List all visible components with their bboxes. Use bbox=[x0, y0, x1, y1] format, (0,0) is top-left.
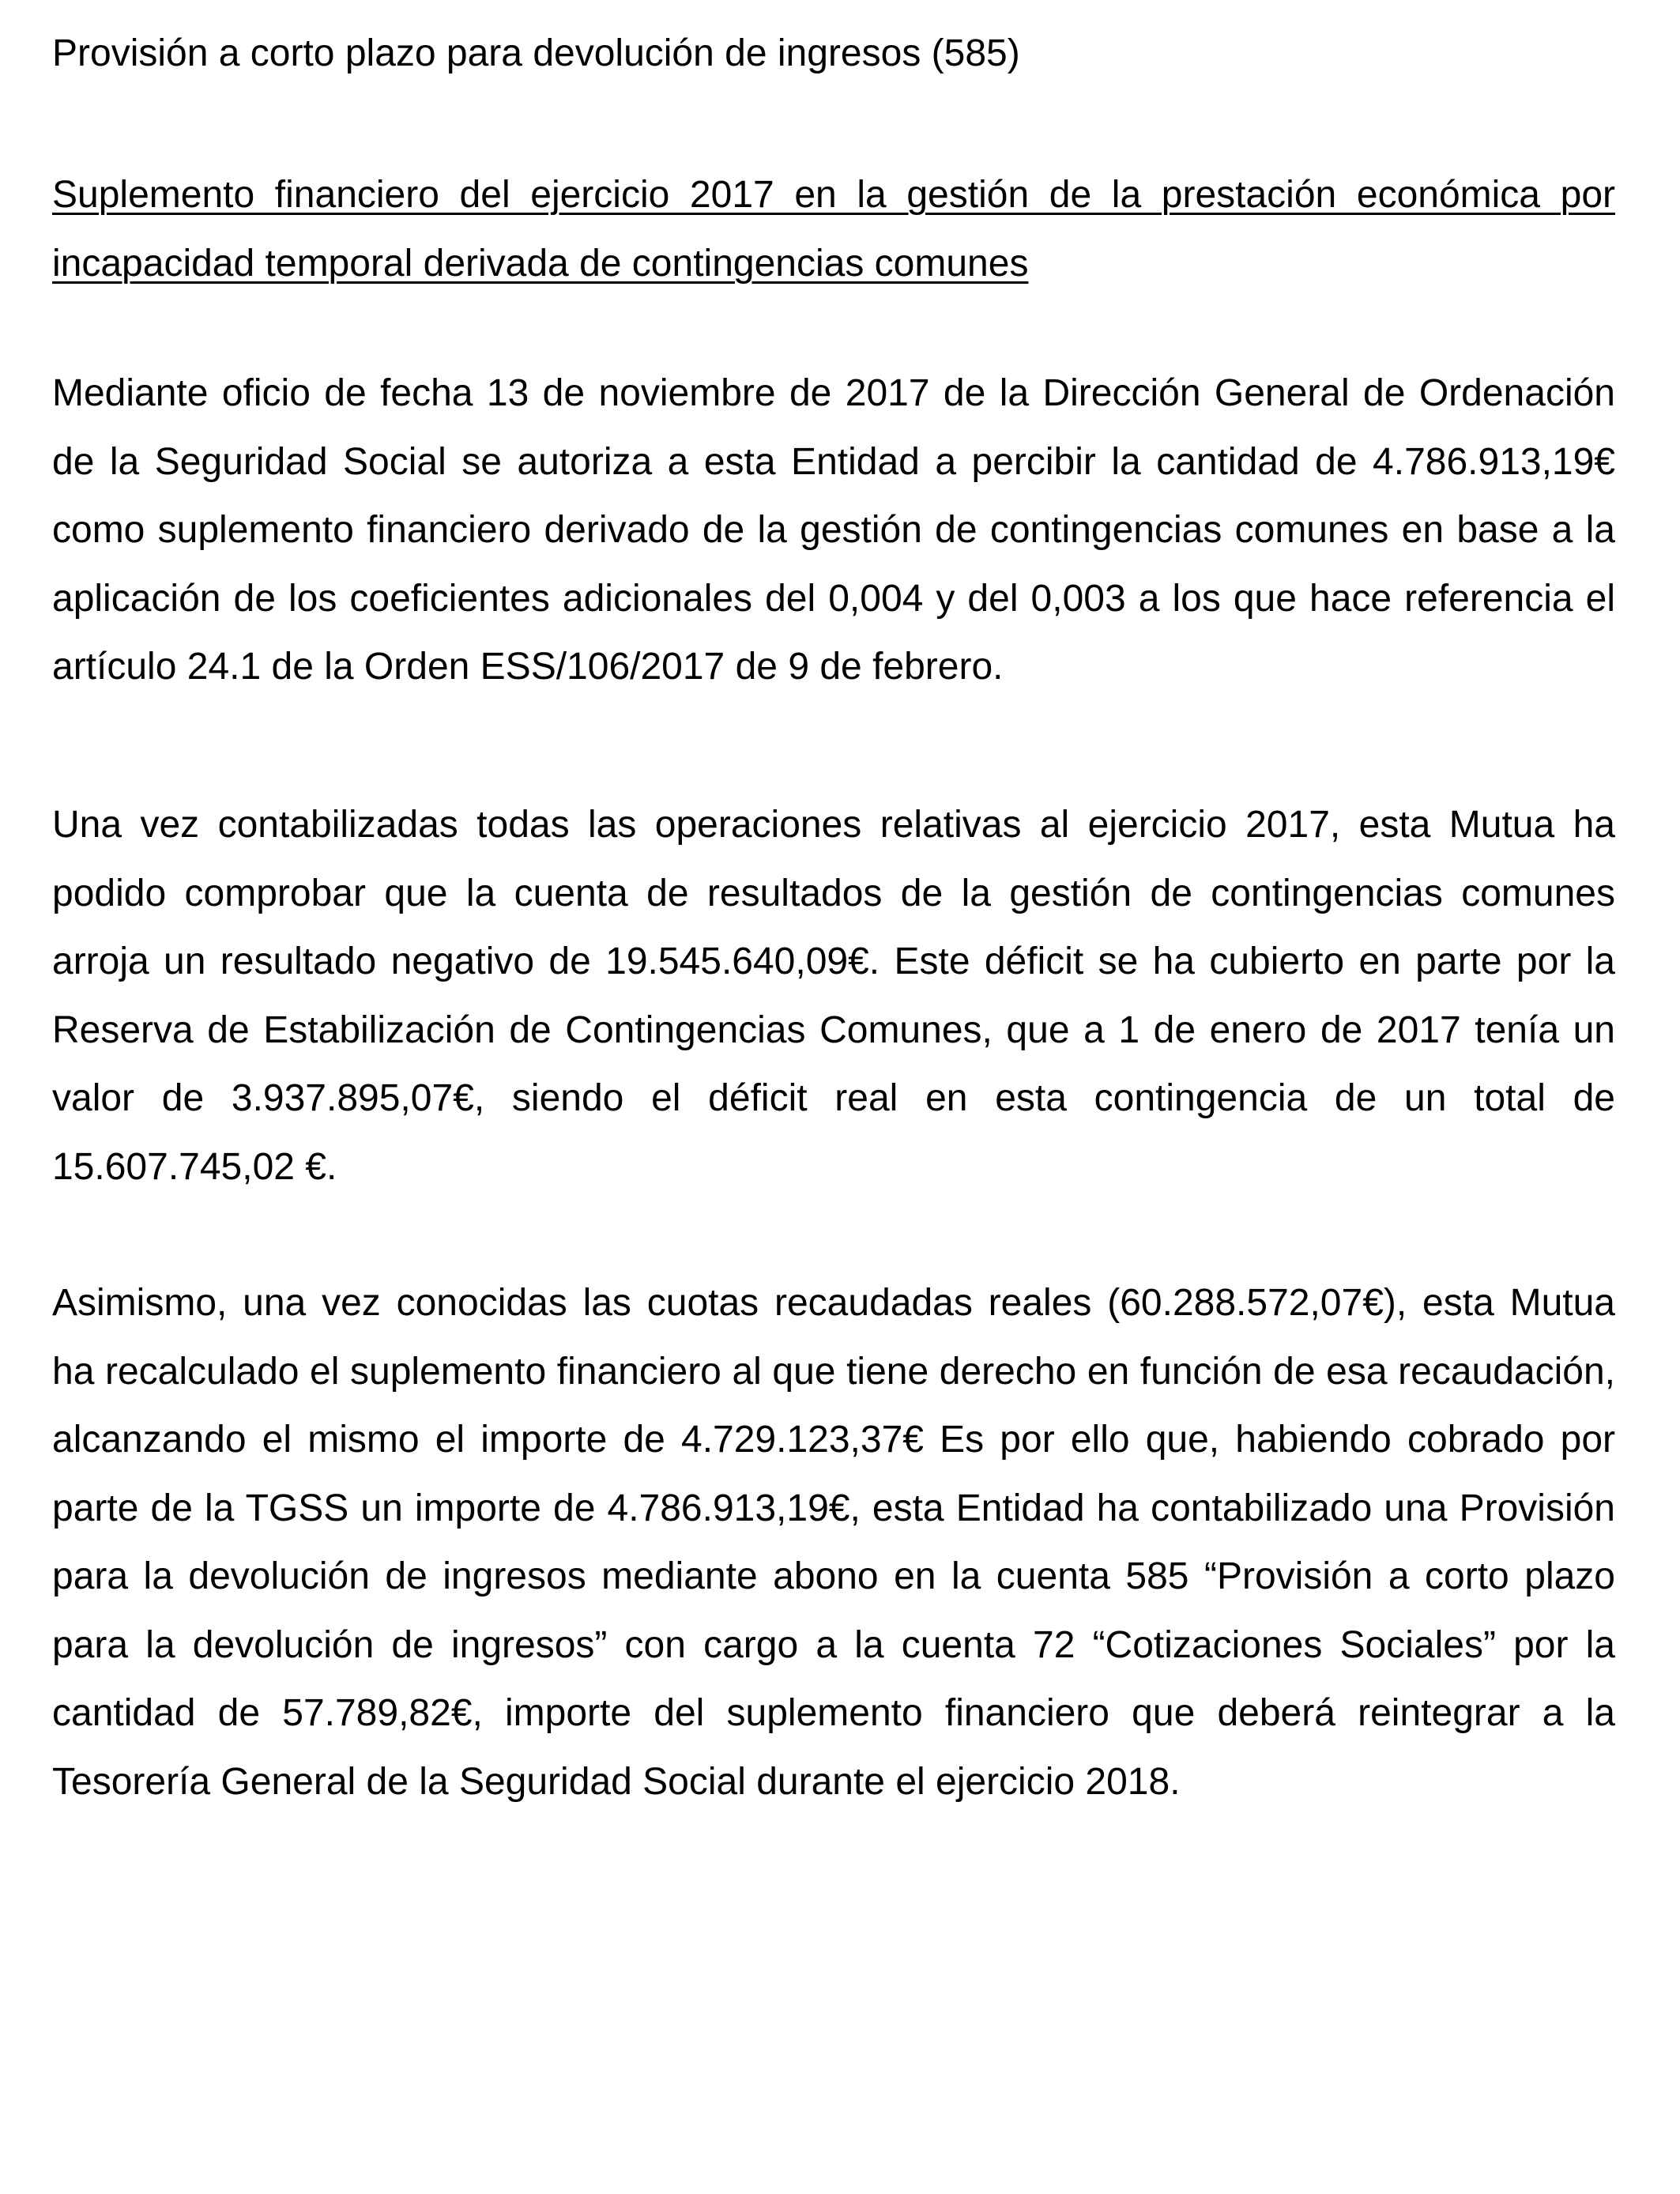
paragraph-resultados: Una vez contabilizadas todas las operaciones relativas al ejercicio 2017, esta Mutua ha podido comprobar que la cuenta de resultados de la gestión de contingencias comunes arroja un resultado negativo de 19.545.640,09€. Este déficit se ha cubierto en parte por la Reserva de Estabilización de Contingencias Comunes, que a 1 de enero de 2017 tenía un valor de 3.937.895,07€, siendo el déficit real en esta contingencia de un total de 15.607.745,02 €. bbox=[52, 804, 1615, 1188]
paragraph-oficio: Mediante oficio de fecha 13 de noviembre de 2017 de la Dirección General de Ordenación de la Seguridad Social se autoriza a esta Entidad a percibir la cantidad de 4.786.913,19€ como suplemento financiero derivado de la gestión de contingencias comunes en base a la aplicación de los coeficientes adicionales del 0,004 y del 0,003 a los que hace referencia el artículo 24.1 de la Orden ESS/106/2017 de 9 de febrero. bbox=[52, 372, 1615, 688]
section-heading: Provisión a corto plazo para devolución de ingresos (585) bbox=[52, 32, 1020, 74]
section-subheading bbox=[52, 160, 1615, 298]
subheading-text: Suplemento financiero del ejercicio 2017 en la gestión de la prestación económica por incapacidad temporal derivada de contingencias comunes bbox=[52, 174, 1615, 285]
paragraph-provision: Asimismo, una vez conocidas las cuotas recaudadas reales (60.288.572,07€), esta Mutua ha recalculado el suplemento financiero al que tiene derecho en función de esa recaudación, alcanzando el mismo el importe de 4.729.123,37€ Es por ello que, habiendo cobrado por parte de la TGSS un importe de 4.786.913,19€, esta Entidad ha contabilizado una Provisión para la devolución de ingresos mediante abono en la cuenta 585 “Provisión a corto plazo para la devolución de ingresos” con cargo a la cuenta 72 “Cotizaciones Sociales” por la cantidad de 57.789,82€, importe del suplemento financiero que deberá reintegrar a la Tesorería General de la Seguridad Social durante el ejercicio 2018. bbox=[52, 1282, 1615, 1803]
